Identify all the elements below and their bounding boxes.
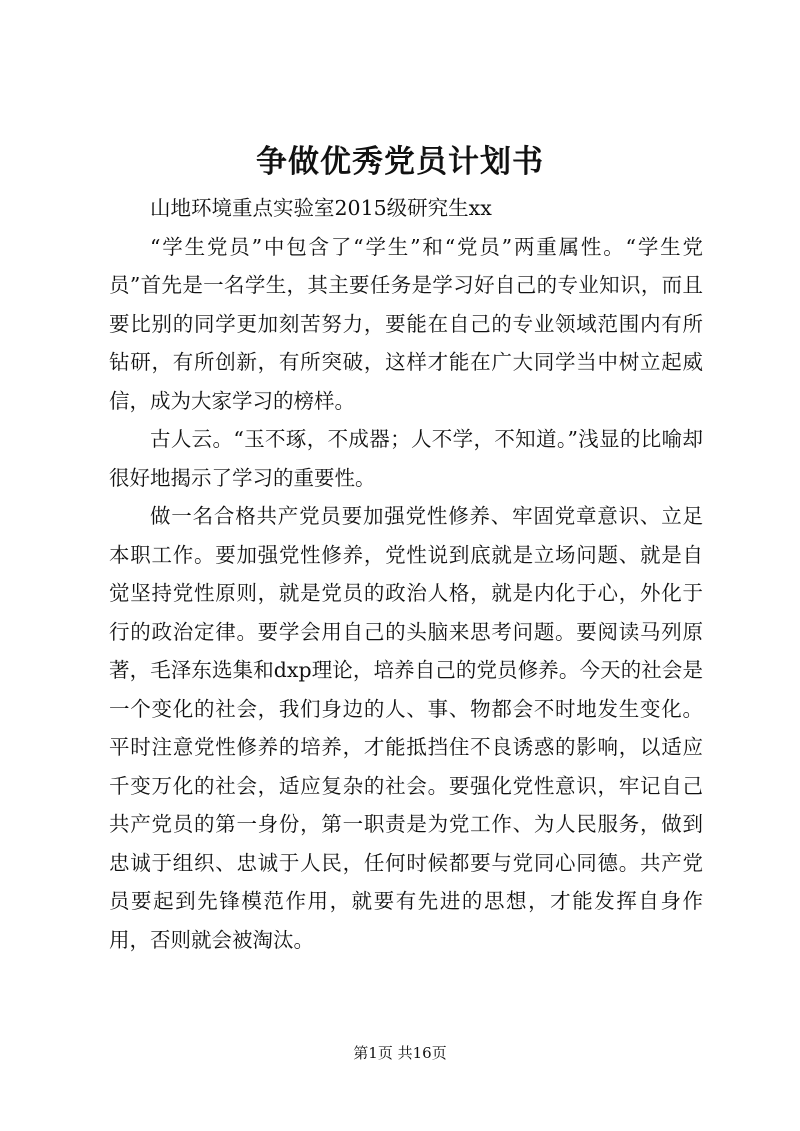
document-title: 争做优秀党员计划书 (256, 144, 544, 180)
author-line: 山地环境重点实验室2015级研究生xx (150, 196, 492, 220)
paragraph-party-spirit: 做一名合格共产党员要加强党性修养、牢固党章意识、立足本职工作。要加强党性修养，党性说到底就是立场问题、就是自觉坚持党性原则，就是党员的政治人格，就是内化于心，外化于行的政治定律。要学会用自己的头脑来思考问题。要阅读马列原著，毛泽东选集和dxp理论，培养自己的党员修养。今天的社会是一个变化的社会，我们身边的人、事、物都会不时地发生变化。平时注意党性修养的培养，才能抵挡住不良诱惑的影响，以适应千变万化的社会，适应复杂的社会。要强化党性意识，牢记自己共产党员的第一身份，第一职责是为党工作、为人民服务，做到忠诚于组织、忠诚于人民，任何时候都要与党同心同德。共产党员要起到先锋模范作用，就要有先进的思想，才能发挥自身作用，否则就会被淘汰。 (109, 504, 703, 952)
document-body (109, 189, 703, 959)
paragraph-student-party-member: “学生党员”中包含了“学生”和“党员”两重属性。“学生党员”首先是一名学生，其主要任务是学习好自己的专业知识，而且要比别的同学更加刻苦努力，要能在自己的专业领域范围内有所钻研，有所创新，有所突破，这样才能在广大同学当中树立起威信，成为大家学习的榜样。 (109, 234, 703, 413)
page-number: 第1页 共16页 (353, 1044, 447, 1062)
paragraph-ancient-saying: 古人云。“玉不琢，不成器；人不学，不知道。”浅显的比喻却很好地揭示了学习的重要性。 (109, 427, 703, 490)
